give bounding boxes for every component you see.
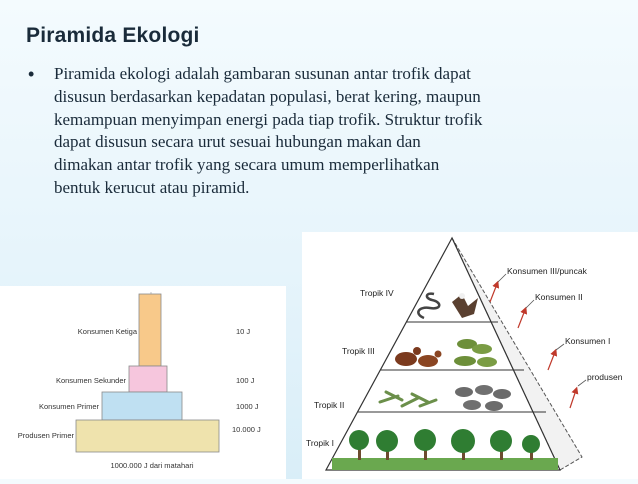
leader-line — [498, 274, 506, 282]
slide-title: Piramida Ekologi — [26, 24, 200, 47]
energy-pyramid-svg — [0, 286, 286, 479]
bullet-line: dimakan antar trofik yang secara umum memperlihatkan — [54, 155, 440, 175]
arrow-icon — [490, 284, 497, 302]
trophic-level-label: Tropik I — [306, 438, 335, 448]
energy-value: 10.000 J — [232, 425, 261, 434]
trophic-level-label: Tropik II — [314, 400, 345, 410]
energy-pyramid-figure — [0, 286, 286, 479]
trophic-level-label: Tropik IV — [360, 288, 394, 298]
bullet-text — [54, 63, 614, 200]
bullet-icon: • — [28, 64, 35, 84]
level-bar-konsumen-ketiga — [139, 294, 161, 366]
sun-energy-label: 1000.000 J dari matahari — [110, 461, 194, 470]
arrow-icon — [548, 352, 555, 370]
trophic-pyramid-svg — [302, 232, 638, 479]
level-label: Konsumen Ketiga — [77, 327, 137, 336]
bullet-line: kemampuan menyimpan energi pada tiap trofik. Struktur trofik — [54, 109, 483, 129]
trophic-level-label: Tropik III — [342, 346, 375, 356]
leader-line — [556, 344, 564, 350]
level-label: Produsen Primer — [17, 431, 74, 440]
bullet-line: disusun berdasarkan kepadatan populasi, berat kering, maupun — [54, 86, 481, 106]
level-label: Konsumen Sekunder — [55, 376, 126, 385]
role-label: Konsumen III/puncak — [507, 266, 587, 276]
role-label: produsen — [587, 372, 623, 382]
arrow-icon — [570, 390, 576, 408]
bullet-line: Piramida ekologi adalah gambaran susunan antar trofik dapat — [54, 64, 471, 83]
bullet-line: dapat disusun secara urut sesuai hubungan makan dan — [54, 132, 421, 152]
role-label: Konsumen I — [565, 336, 611, 346]
leader-line — [578, 380, 586, 386]
energy-value: 1000 J — [236, 402, 259, 411]
level-bar-konsumen-primer — [102, 392, 182, 420]
arrow-icon — [518, 310, 525, 328]
level-bar-konsumen-sekunder — [129, 366, 167, 392]
level-label: Konsumen Primer — [38, 402, 99, 411]
leader-line — [526, 300, 534, 308]
role-label: Konsumen II — [535, 292, 583, 302]
energy-value: 10 J — [236, 327, 251, 336]
trophic-pyramid-figure — [302, 232, 638, 479]
bullet-line: bentuk kerucut atau piramid. — [54, 177, 250, 197]
level-bar-produsen-primer — [76, 420, 219, 452]
energy-value: 100 J — [236, 376, 255, 385]
grass-icon — [332, 458, 558, 470]
